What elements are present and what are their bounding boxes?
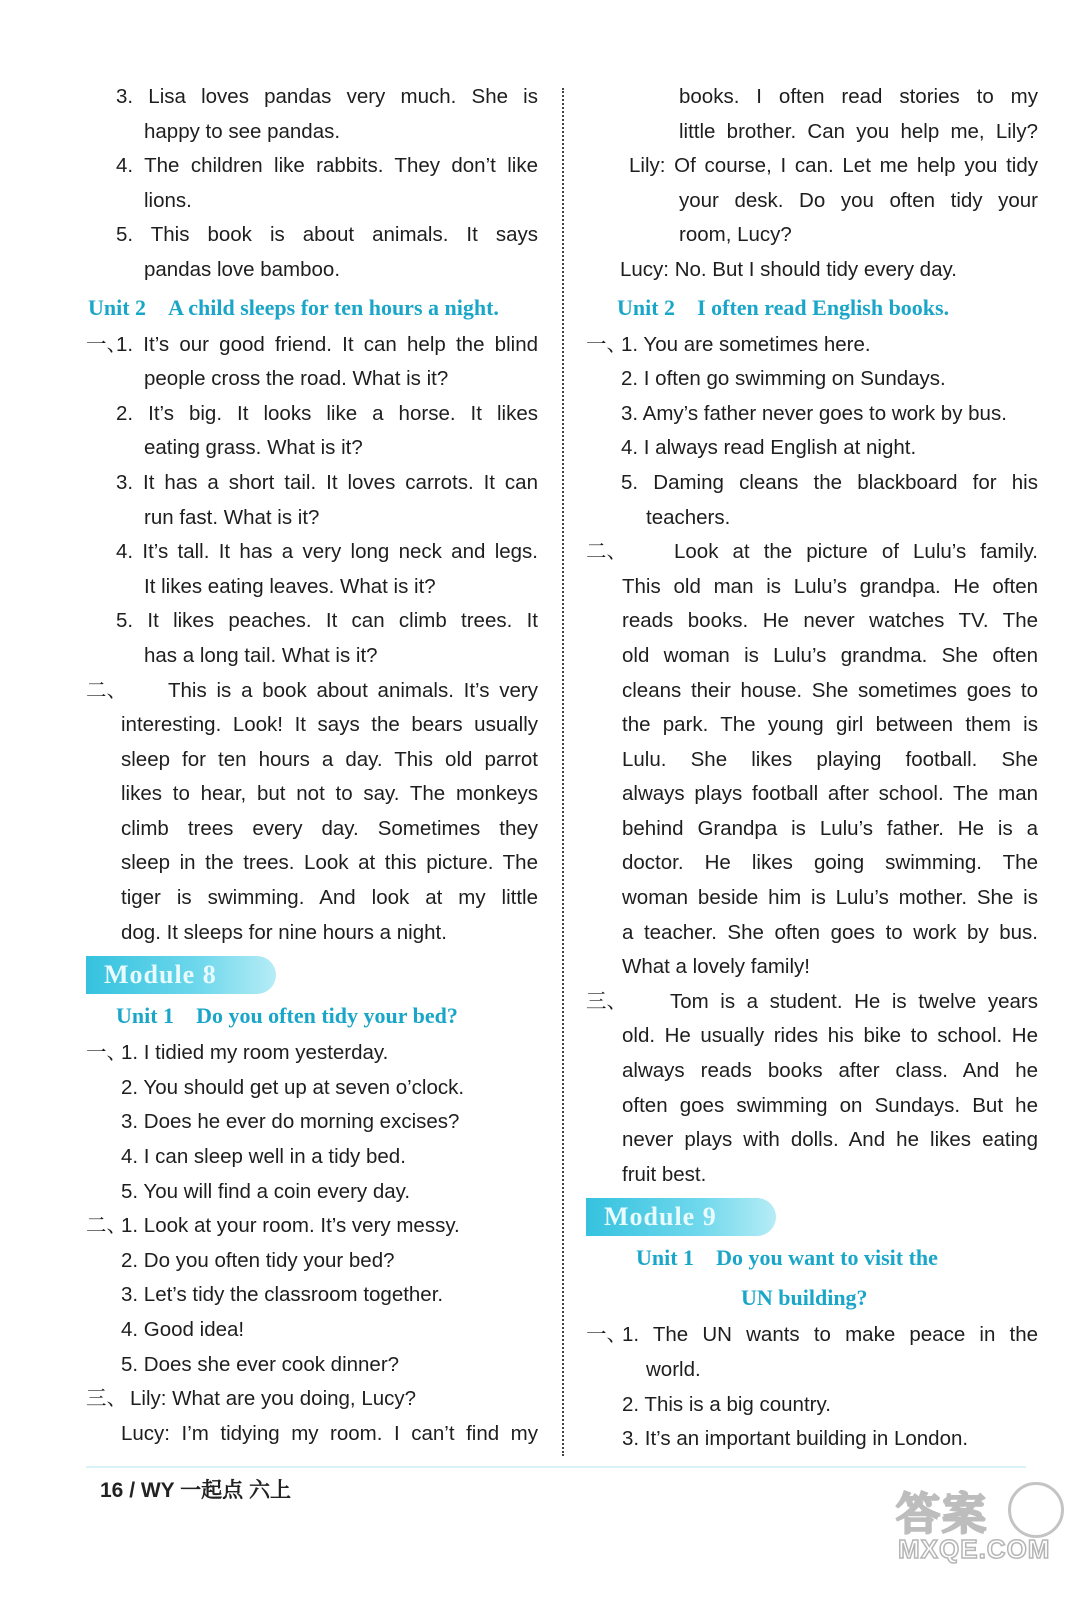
- line-text: This is a book about animals. It’s very: [168, 678, 538, 702]
- line-text: 4. I always read English at night.: [621, 436, 917, 460]
- line-text: 1. You are sometimes here.: [621, 332, 871, 356]
- site-watermark: [896, 1478, 1066, 1578]
- text-line: [586, 570, 1038, 605]
- text-line: [586, 708, 1038, 743]
- section-marker: 一、: [586, 332, 627, 356]
- text-line: [586, 431, 1038, 466]
- text-line: [586, 328, 1038, 363]
- text-line: [586, 218, 1038, 253]
- line-text: 5. Daming cleans the blackboard for his: [621, 470, 1038, 494]
- text-line: [586, 881, 1038, 916]
- line-text: 2. I often go swimming on Sundays.: [621, 367, 946, 391]
- text-line: [586, 397, 1038, 432]
- text-line: [86, 1105, 538, 1140]
- line-text: 2. This is a big country.: [622, 1392, 831, 1416]
- line-text: 5. This book is about animals. It says: [116, 223, 538, 247]
- text-line: [86, 570, 538, 605]
- line-text: What a lovely family!: [622, 955, 810, 979]
- line-text: 2. Do you often tidy your bed?: [121, 1248, 395, 1272]
- line-text: your desk. Do you often tidy your: [679, 188, 1038, 212]
- footer-rule: [86, 1466, 1026, 1468]
- line-text: 1. I tidied my room yesterday.: [121, 1041, 389, 1065]
- line-text: 3. It’s an important building in London.: [622, 1427, 969, 1451]
- line-text: Lily: Of course, I can. Let me help you tidy: [629, 154, 1038, 178]
- line-text: Tom is a student. He is twelve years: [670, 989, 1038, 1013]
- text-line: [586, 1318, 1038, 1353]
- text-line: [586, 1353, 1038, 1388]
- right-column: [586, 80, 1038, 1457]
- line-text: It likes eating leaves. What is it?: [144, 574, 436, 598]
- text-line: [586, 362, 1038, 397]
- line-text: 3. Lisa loves pandas very much. She is: [116, 85, 538, 108]
- unit-title: Do you want to visit the: [716, 1245, 938, 1271]
- line-text: reads books. He never watches TV. The: [622, 609, 1038, 633]
- text-line: [86, 1417, 538, 1452]
- line-text: 5. Does she ever cook dinner?: [121, 1352, 400, 1376]
- text-line: [86, 149, 538, 184]
- text-line: [86, 1348, 538, 1383]
- text-line: [586, 1123, 1038, 1158]
- line-text: woman beside him is Lulu’s mother. She is: [622, 886, 1038, 910]
- text-line: [86, 253, 538, 288]
- line-text: happy to see pandas.: [144, 119, 341, 143]
- line-text: 3. Let’s tidy the classroom together.: [121, 1283, 444, 1307]
- line-text: Look at the picture of Lulu’s family.: [674, 540, 1038, 564]
- line-text: 4. It’s tall. It has a very long neck and legs.: [116, 540, 538, 564]
- section-marker: 三、: [586, 989, 627, 1013]
- line-text: climb trees every day. Sometimes they: [121, 816, 538, 840]
- module-banner: [86, 952, 538, 996]
- text-line: [586, 1019, 1038, 1054]
- watermark-circle-icon: [1008, 1482, 1064, 1538]
- line-text: sleep for ten hours a day. This old parrot: [121, 747, 538, 771]
- text-line: [586, 1422, 1038, 1457]
- text-line: [586, 1158, 1038, 1193]
- line-text: people cross the road. What is it?: [144, 367, 449, 391]
- text-line: [86, 846, 538, 881]
- line-text: interesting. Look! It says the bears usually: [121, 713, 538, 737]
- text-line: [586, 604, 1038, 639]
- column-divider: [562, 88, 564, 1456]
- text-line: [586, 674, 1038, 709]
- text-line: [86, 115, 538, 150]
- text-line: [586, 777, 1038, 812]
- line-text: teachers.: [646, 505, 731, 529]
- line-text: has a long tail. What is it?: [144, 643, 378, 667]
- section-marker: 二、: [86, 678, 127, 702]
- text-line: [586, 184, 1038, 219]
- text-line: [86, 674, 538, 709]
- text-line: [586, 950, 1038, 985]
- line-text: fruit best.: [622, 1162, 707, 1186]
- line-text: 5. You will find a coin every day.: [121, 1179, 411, 1203]
- unit-number: Unit 2: [88, 294, 147, 320]
- line-text: 3. It has a short tail. It loves carrots. It can: [116, 470, 538, 494]
- page-footer: 16 / WY 一起点 六上: [100, 1479, 291, 1502]
- line-text: always reads books after class. And he: [622, 1059, 1038, 1083]
- text-line: [86, 397, 538, 432]
- text-line: [586, 535, 1038, 570]
- line-text: 4. Good idea!: [121, 1318, 245, 1341]
- unit-heading: [586, 1238, 1038, 1278]
- section-marker: 三、: [86, 1387, 127, 1411]
- text-line: [86, 362, 538, 397]
- line-text: 2. You should get up at seven o’clock.: [121, 1075, 465, 1099]
- text-line: [86, 604, 538, 639]
- text-line: [86, 501, 538, 536]
- line-text: likes to hear, but not to say. The monkeys: [121, 782, 538, 806]
- text-line: [586, 115, 1038, 150]
- unit-heading: [586, 288, 1038, 328]
- section-marker: 二、: [86, 1214, 127, 1238]
- unit-title: A child sleeps for ten hours a night.: [168, 294, 499, 320]
- unit-title: UN building?: [741, 1285, 868, 1311]
- line-text: run fast. What is it?: [144, 505, 320, 529]
- unit-number: Unit 2: [617, 294, 676, 320]
- text-line: [586, 149, 1038, 184]
- text-line: [86, 1209, 538, 1244]
- text-line: [586, 916, 1038, 951]
- text-line: [86, 639, 538, 674]
- line-text: 4. The children like rabbits. They don’t like: [116, 154, 538, 178]
- unit-title: Do you often tidy your bed?: [196, 1003, 458, 1029]
- line-text: cleans their house. She sometimes goes to: [622, 678, 1038, 702]
- text-line: [86, 184, 538, 219]
- line-text: Lulu. She likes playing football. She: [622, 747, 1038, 771]
- line-text: 1. It’s our good friend. It can help the blind: [116, 332, 538, 356]
- line-text: dog. It sleeps for nine hours a night.: [121, 920, 447, 944]
- line-text: 4. I can sleep well in a tidy bed.: [121, 1145, 406, 1169]
- left-column: [86, 80, 538, 1451]
- section-marker: 一、: [86, 332, 127, 356]
- line-text: Lily: What are you doing, Lucy?: [130, 1387, 417, 1411]
- line-text: a teacher. She often goes to work by bus.: [622, 920, 1038, 944]
- text-line: [586, 253, 1038, 288]
- text-line: [586, 80, 1038, 115]
- text-line: [86, 218, 538, 253]
- line-text: room, Lucy?: [679, 223, 792, 247]
- line-text: always plays football after school. The man: [622, 782, 1038, 806]
- text-line: [86, 1313, 538, 1348]
- section-marker: 二、: [586, 540, 627, 564]
- watermark-url: MXQE.COM: [898, 1534, 1051, 1564]
- text-line: [586, 466, 1038, 501]
- line-text: little brother. Can you help me, Lily?: [679, 119, 1038, 143]
- text-line: [586, 1388, 1038, 1423]
- text-line: [86, 1071, 538, 1106]
- line-text: world.: [646, 1358, 701, 1381]
- module-title: Module 8: [104, 960, 217, 990]
- line-text: often goes swimming on Sundays. But he: [622, 1093, 1038, 1117]
- text-line: [86, 80, 538, 115]
- text-line: [586, 1054, 1038, 1089]
- line-text: Lucy: No. But I should tidy every day.: [620, 257, 957, 281]
- text-line: [86, 328, 538, 363]
- text-line: [586, 501, 1038, 536]
- text-line: [86, 466, 538, 501]
- module-banner: [586, 1194, 1038, 1238]
- line-text: lions.: [144, 188, 192, 212]
- text-line: [86, 812, 538, 847]
- text-line: [86, 1036, 538, 1071]
- line-text: sleep in the trees. Look at this picture. The: [121, 851, 538, 875]
- line-text: old woman is Lulu’s grandma. She often: [622, 643, 1038, 667]
- text-line: [86, 1175, 538, 1210]
- line-text: 3. Does he ever do morning excises?: [121, 1110, 460, 1134]
- text-line: [86, 916, 538, 951]
- text-line: [86, 535, 538, 570]
- text-line: [86, 431, 538, 466]
- unit-number: Unit 1: [116, 1003, 175, 1029]
- line-text: 1. Look at your room. It’s very messy.: [121, 1214, 460, 1238]
- line-text: eating grass. What is it?: [144, 436, 363, 460]
- section-marker: 一、: [586, 1323, 627, 1347]
- text-line: [86, 708, 538, 743]
- unit-title: I often read English books.: [697, 294, 950, 320]
- unit-heading: [586, 1278, 1038, 1318]
- section-marker: 一、: [86, 1041, 127, 1065]
- unit-heading: [86, 996, 538, 1036]
- text-line: [86, 881, 538, 916]
- text-line: [86, 1140, 538, 1175]
- text-line: [586, 743, 1038, 778]
- line-text: 2. It’s big. It looks like a horse. It likes: [116, 401, 538, 425]
- line-text: old. He usually rides his bike to school. He: [622, 1024, 1038, 1048]
- text-line: [86, 1278, 538, 1313]
- line-text: 5. It likes peaches. It can climb trees. It: [116, 609, 538, 633]
- line-text: never plays with dolls. And he likes eating: [622, 1128, 1038, 1152]
- line-text: doctor. He likes going swimming. The: [622, 851, 1038, 875]
- line-text: the park. The young girl between them is: [622, 713, 1038, 737]
- watermark-logo-text: 答案: [896, 1490, 988, 1539]
- line-text: pandas love bamboo.: [144, 257, 341, 281]
- text-line: [586, 639, 1038, 674]
- text-line: [86, 743, 538, 778]
- line-text: behind Grandpa is Lulu’s father. He is a: [622, 816, 1038, 840]
- text-line: [586, 846, 1038, 881]
- line-text: Lucy: I’m tidying my room. I can’t find my: [121, 1421, 538, 1445]
- module-title: Module 9: [604, 1202, 717, 1232]
- text-line: [86, 777, 538, 812]
- line-text: tiger is swimming. And look at my little: [121, 886, 538, 910]
- unit-number: Unit 1: [636, 1245, 695, 1271]
- unit-heading: [86, 288, 538, 328]
- line-text: 1. The UN wants to make peace in the: [622, 1323, 1038, 1347]
- text-line: [586, 812, 1038, 847]
- text-line: [586, 1089, 1038, 1124]
- line-text: 3. Amy’s father never goes to work by bus.: [621, 401, 1007, 425]
- text-line: [586, 985, 1038, 1020]
- line-text: This old man is Lulu’s grandpa. He often: [622, 574, 1038, 598]
- text-line: [86, 1382, 538, 1417]
- line-text: books. I often read stories to my: [679, 85, 1038, 108]
- text-line: [86, 1244, 538, 1279]
